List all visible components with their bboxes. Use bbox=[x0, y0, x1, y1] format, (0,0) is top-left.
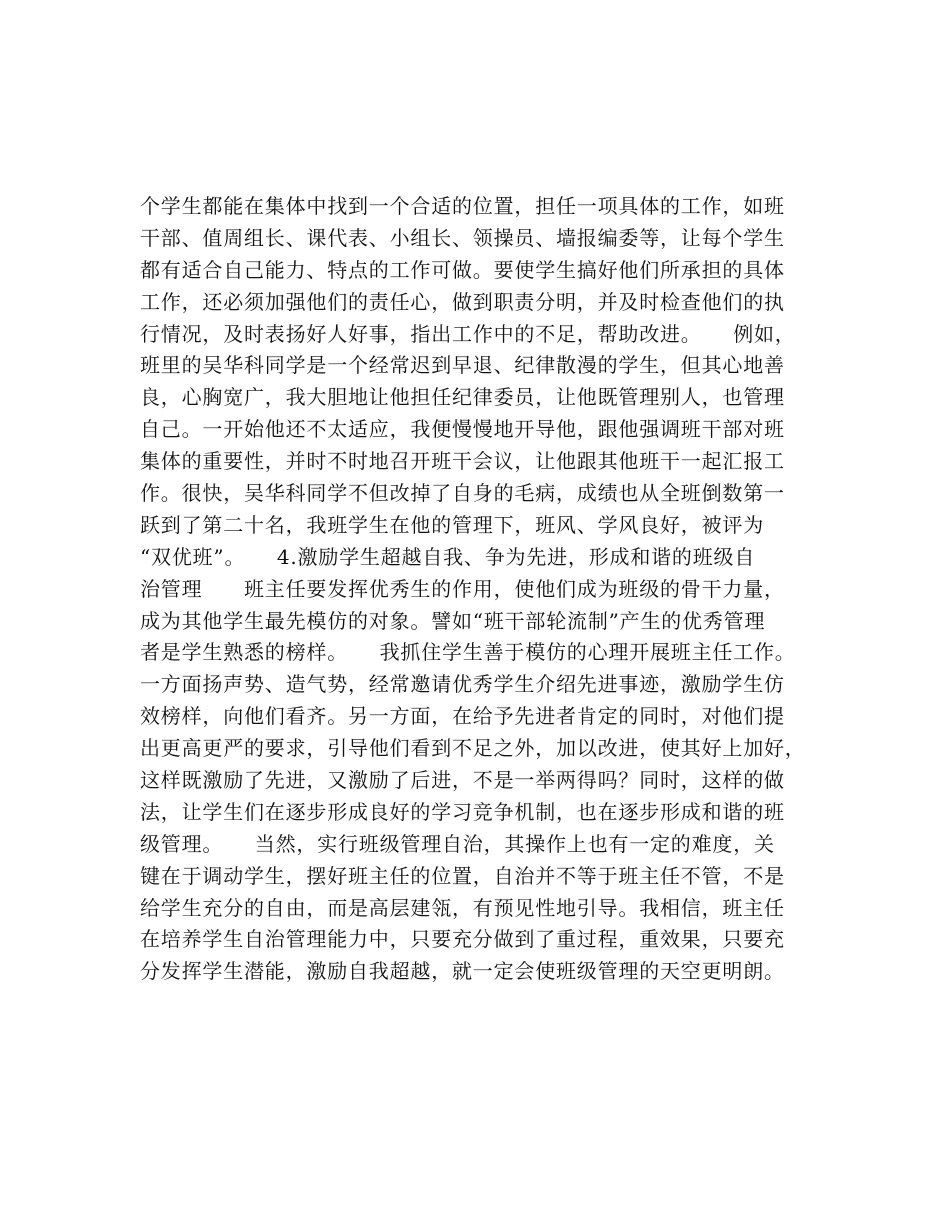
text-line: 给学生充分的自由，而是高层建瓴，有预见性地引导。我相信，班主任 bbox=[140, 895, 785, 920]
text-line: 效榜样，向他们看齐。另一方面，在给予先进者肯定的同时，对他们提 bbox=[140, 704, 785, 729]
text-line: 行情况，及时表扬好人好事，指出工作中的不足，帮助改进。 例如， bbox=[140, 321, 796, 346]
text-line: 治管理 班主任要发挥优秀生的作用，使他们成为班级的骨干力量， bbox=[140, 576, 785, 601]
text-line: 成为其他学生最先模仿的对象。譬如“班干部轮流制”产生的优秀管理 bbox=[140, 608, 766, 633]
text-line: 一方面扬声势、造气势，经常邀请优秀学生介绍先进事迹，激励学生仿 bbox=[140, 672, 785, 697]
text-line: 良，心胸宽广，我大胆地让他担任纪律委员，让他既管理别人，也管理 bbox=[140, 385, 785, 410]
body-text bbox=[140, 191, 830, 988]
text-line: 个学生都能在集体中找到一个合适的位置，担任一项具体的工作，如班 bbox=[140, 194, 785, 218]
text-line: 都有适合自己能力、特点的工作可做。要使学生搞好他们所承担的具体 bbox=[140, 257, 785, 282]
text-line: 法，让学生们在逐步形成良好的学习竞争机制，也在逐步形成和谐的班 bbox=[140, 799, 785, 824]
text-line: 出更高更严的要求，引导他们看到不足之外，加以改进，使其好上加好， bbox=[140, 736, 806, 761]
text-line: “双优班”。 4.激励学生超越自我、争为先进，形成和谐的班级自 bbox=[140, 544, 756, 569]
text-line: 在培养学生自治管理能力中，只要充分做到了重过程，重效果，只要充 bbox=[140, 927, 785, 952]
text-line: 者是学生熟悉的榜样。 我抓住学生善于模仿的心理开展班主任工作。 bbox=[140, 640, 796, 665]
text-line: 级管理。 当然，实行班级管理自治，其操作上也有一定的难度，关 bbox=[140, 831, 775, 856]
text-line: 作。很快，吴华科同学不但改掉了自身的毛病，成绩也从全班倒数第一 bbox=[140, 481, 785, 506]
text-line: 工作，还必须加强他们的责任心，做到职责分明，并及时检查他们的执 bbox=[140, 289, 785, 314]
text-line: 这样既激励了先进，又激励了后进，不是一举两得吗？同时，这样的做 bbox=[140, 768, 785, 793]
text-line: 键在于调动学生，摆好班主任的位置，自治并不等于班主任不管，不是 bbox=[140, 863, 785, 888]
text-line: 班里的吴华科同学是一个经常迟到早退、纪律散漫的学生，但其心地善 bbox=[140, 353, 785, 378]
text-line: 跃到了第二十名，我班学生在他的管理下，班风、学风良好，被评为 bbox=[140, 512, 764, 537]
text-line: 自己。一开始他还不太适应，我便慢慢地开导他，跟他强调班干部对班 bbox=[140, 417, 785, 442]
text-line: 集体的重要性，并时不时地召开班干会议，让他跟其他班干一起汇报工 bbox=[140, 449, 785, 474]
text-line: 分发挥学生潜能，激励自我超越，就一定会使班级管理的天空更明朗。 bbox=[140, 959, 785, 984]
text-line: 干部、值周组长、课代表、小组长、领操员、墙报编委等，让每个学生 bbox=[140, 225, 785, 250]
